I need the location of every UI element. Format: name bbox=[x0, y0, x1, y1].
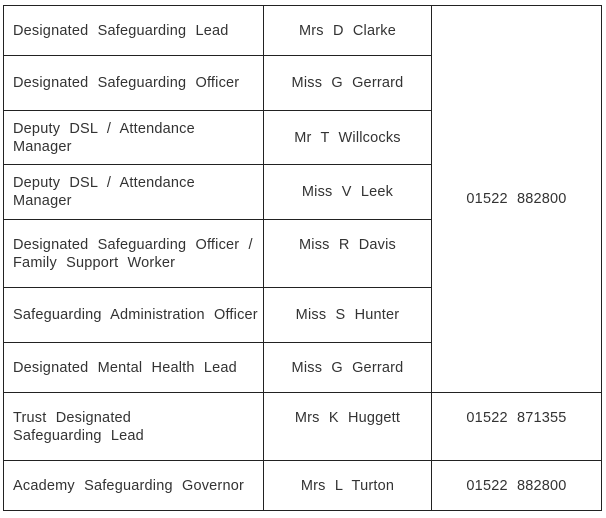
role-text: Deputy DSL / Attendance Manager bbox=[13, 175, 195, 209]
name-cell: Miss G Gerrard bbox=[264, 56, 432, 111]
name-cell: Mrs D Clarke bbox=[264, 6, 432, 56]
shared-phone-cell: 01522 882800 bbox=[432, 6, 602, 393]
phone-cell: 01522 882800 bbox=[432, 461, 602, 511]
role-cell bbox=[4, 56, 264, 111]
role-text: Safeguarding Lead bbox=[13, 427, 144, 444]
role-cell bbox=[4, 111, 264, 165]
name-cell: Mrs K Huggett bbox=[264, 393, 432, 461]
role-cell bbox=[4, 6, 264, 56]
role-text: Safeguarding Administration Officer bbox=[13, 307, 258, 323]
name-cell: Miss G Gerrard bbox=[264, 343, 432, 393]
table-row bbox=[4, 461, 602, 511]
phone-cell: 01522 871355 bbox=[432, 393, 602, 461]
role-cell bbox=[4, 343, 264, 393]
role-text: Designated Mental Health Lead bbox=[13, 359, 237, 376]
role-text: Family Support Worker bbox=[13, 254, 176, 271]
role-cell bbox=[4, 288, 264, 343]
name-cell: Mrs L Turton bbox=[264, 461, 432, 511]
role-cell bbox=[4, 220, 264, 288]
role-cell bbox=[4, 165, 264, 220]
name-cell: Miss V Leek bbox=[264, 165, 432, 220]
name-cell: Miss S Hunter bbox=[264, 288, 432, 343]
role-text: Trust Designated bbox=[13, 409, 132, 426]
name-cell: Miss R Davis bbox=[264, 220, 432, 288]
role-cell bbox=[4, 461, 264, 511]
role-text: Academy Safeguarding Governor bbox=[13, 477, 245, 494]
role-text: Designated Safeguarding Officer bbox=[13, 75, 240, 91]
role-text: Designated Safeguarding Officer / bbox=[13, 236, 253, 253]
role-cell bbox=[4, 393, 264, 461]
table-row bbox=[4, 6, 602, 56]
table-row bbox=[4, 393, 602, 461]
name-cell: Mr T Willcocks bbox=[264, 111, 432, 165]
role-text: Deputy DSL / Attendance Manager bbox=[13, 120, 195, 155]
safeguarding-contacts-table bbox=[3, 5, 602, 511]
role-text: Designated Safeguarding Lead bbox=[13, 22, 229, 39]
